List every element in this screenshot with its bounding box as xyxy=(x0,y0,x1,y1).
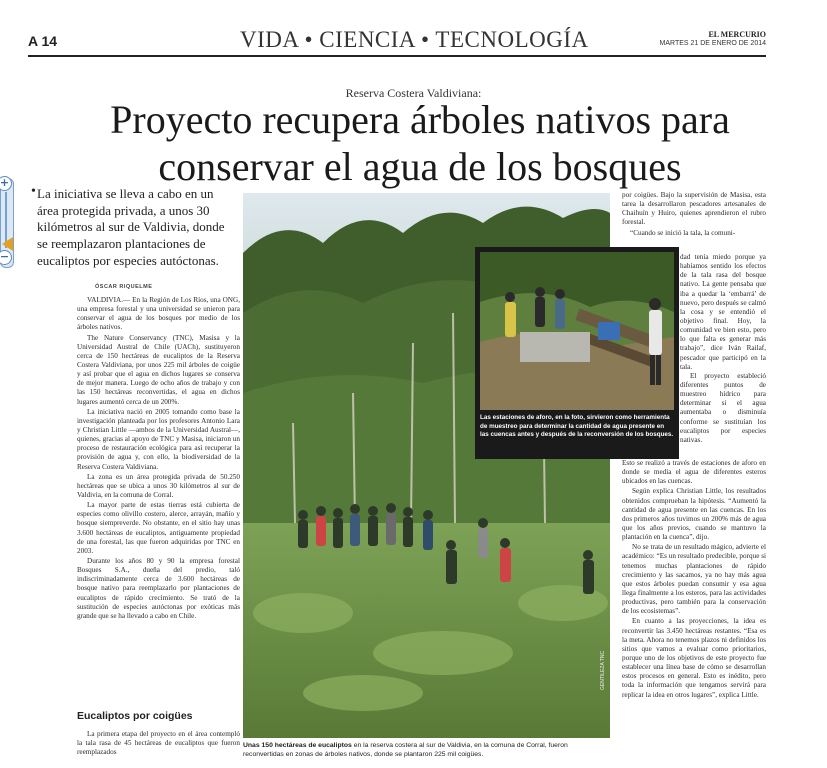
body-column-1 xyxy=(77,296,240,622)
paragraph: La mayor parte de estas tierras está cubierta de especies como olivillo costero, alerce, arrayán, mañío y bosque siempreverde. No obstante, en el sitio hay unas 3.600 hectáreas de eucaliptos, antiguamente propiedad de una forestal, las que fueron adquiridas por TNC en 2003. xyxy=(77,501,240,555)
zoom-slider-thumb-icon[interactable] xyxy=(2,237,13,251)
caption-text: en la reserva costera al sur de Valdivia, en la comuna de Corral, fueron reconvertidas en zonas de árboles nativos, donde se plantaron 225 mil coigües. xyxy=(243,742,568,759)
paragraph: La iniciativa nació en 2005 tomando como base la investigación planteada por los profesores Antonio Lara y Christian Little —ambos de la Universidad Austral—, quienes, gracias al apoyo de TNC y Masisa, iniciaron un proceso de restauración ecológica para así recuperar la provisión de agua y, con ello, la biodiversidad de la Reserva Costera Valdiviana. xyxy=(77,407,240,471)
paragraph: por coigües. Bajo la supervisión de Masisa, esta tarea la desarrollaron pescadores artesanales de Chaihuín y Huiro, quienes aprendieron el rubro forestal. xyxy=(622,191,766,227)
paragraph: No se trata de un resultado mágico, advierte el académico: “Es un resultado predecible, porque si tenemos muchas plantaciones de rápido crecimiento y las sacamos, ya no hay más agua que estos árboles puedan consumir y esa agua llega finalmente a los esteros, para las actividades productivas, pero también para la conservación de los ecosistemas”. xyxy=(622,543,766,616)
lead-bullet-icon: • xyxy=(31,184,36,199)
paragraph: “Cuando se inició la tala, la comuni- xyxy=(630,228,736,237)
photo-credit: GENTILEZA TNC xyxy=(600,650,606,690)
caption-bold: Unas 150 hectáreas de eucaliptos xyxy=(243,742,352,749)
paragraph: El proyecto estableció diferentes puntos de muestreo hídrico para determinar si el agua aumentaba o disminuía conforme se sustituían los eucaliptos por especies nativas. xyxy=(680,371,766,444)
paragraph: En cuanto a las proyecciones, la idea es reconvertir las 3.450 hectáreas restantes. “Esa es la meta. Ahora no tenemos plazos ni definidos los sitios que vamos a evaluar como prioritarios, porque uno de los objetivos de este proyecto fue establecer una línea base de cómo se desarrollan estos procesos en general. Esto es inédito, pero toda la información que tengamos servirá para replicar la idea en otros lugares”, explica Little. xyxy=(622,617,766,699)
body-column-3-bottom xyxy=(622,459,766,701)
body-column-1-continued xyxy=(77,730,240,758)
article-lead: La iniciativa se lleva a cabo en un área protegida privada, a unos 30 kilómetros al sur de Valdivia, donde se reemplazaron plantaciones de eucaliptos por especies autóctonas. xyxy=(37,186,225,268)
paragraph: Según explica Christian Little, los resultados obtenidos comprueban la hipótesis. “Aumentó la cantidad de agua presente en las cuencas. En los dos primeros años tuvimos un 200% más de agua que los años previos, cuando se mantuvo la plantación en la cuenca”, dijo. xyxy=(622,487,766,542)
article-subhead: Eucaliptos por coigües xyxy=(77,710,193,722)
article-kicker: Reserva Costera Valdiviana: xyxy=(345,86,482,100)
publication-name: EL MERCURIO xyxy=(708,30,766,39)
byline: ÓSCAR RIQUELME xyxy=(95,284,153,290)
page-number: A 14 xyxy=(28,33,58,49)
paragraph: La primera etapa del proyecto en el área contempló la tala rasa de 45 hectáreas de eucaliptos que fueron reemplazados xyxy=(77,730,240,757)
section-title: VIDA • CIENCIA • TECNOLOGÍA xyxy=(240,27,589,52)
paragraph: dad tenía miedo porque ya habíamos sentido los efectos de la tala rasa del bosque nativo. La gente pensaba que iba a quedar la ‘embarrá’ de nuevo, pero después se calmó la cosa y se entendió el objetivo final. Hoy, la comunidad ve bien esto, pero lo que falta es generar más trabajo”, dice Iván Railaf, pescador que participó en la tala. xyxy=(680,253,766,371)
photo-caption xyxy=(243,741,610,759)
paragraph: La zona es un área protegida privada de 50.250 hectáreas que se ubica a unos 30 kilómetros al sur de Valdivia, en la comuna de Corral. xyxy=(77,472,240,499)
body-column-3-top xyxy=(622,191,766,239)
paragraph: Durante los años 80 y 90 la empresa forestal Bosques S.A., dueña del predio, taló indiscriminadamente cerca de 3.600 hectáreas de bosque nativo para reemplazarlo por plantaciones de eucaliptos de rápido crecimiento. Se trató de la sustitución de especies autóctonas por exóticas más grande que se ha llevado a cabo en Chile. xyxy=(77,556,240,620)
paragraph: Esto se realizó a través de estaciones de aforo en donde se medía el agua de diferentes esteros ubicados en las cuencas. xyxy=(622,459,766,486)
paragraph: VALDIVIA.— En la Región de Los Ríos, una ONG, una empresa forestal y una universidad se unieron para conservar el agua de los bosques por medio de los árboles nativos. xyxy=(77,296,240,332)
zoom-in-button[interactable]: + xyxy=(0,176,12,191)
header-rule xyxy=(28,55,766,57)
publication-date: MARTES 21 DE ENERO DE 2014 xyxy=(659,40,766,47)
zoom-out-button[interactable]: − xyxy=(0,250,12,265)
gauging-station-illustration xyxy=(480,252,674,410)
inset-photo xyxy=(480,252,674,410)
article-headline: Proyecto recupera árboles nativos para conservar el agua de los bosques xyxy=(110,97,730,190)
paragraph: The Nature Conservancy (TNC), Masisa y la Universidad Austral de Chile (UACh), sustituyeron cerca de 150 hectáreas de eucaliptos de la Reserva Costera Valdiviana, por unos 225 mil árboles de coigüe y así probar que el agua en dichos lugares se conserva de mejor manera. Luego de ocho años de trabajo y con las 150 hectáreas reconvertidas, el agua en dichos lugares aumentó cerca de un 200%. xyxy=(77,333,240,406)
body-column-3-wrap xyxy=(680,253,766,445)
inset-caption: Las estaciones de aforo, en la foto, sirvieron como herramienta de muestreo para determinar la cantidad de agua presente en las cuencas antes y después de la reconversión de los bosques. xyxy=(480,414,674,438)
